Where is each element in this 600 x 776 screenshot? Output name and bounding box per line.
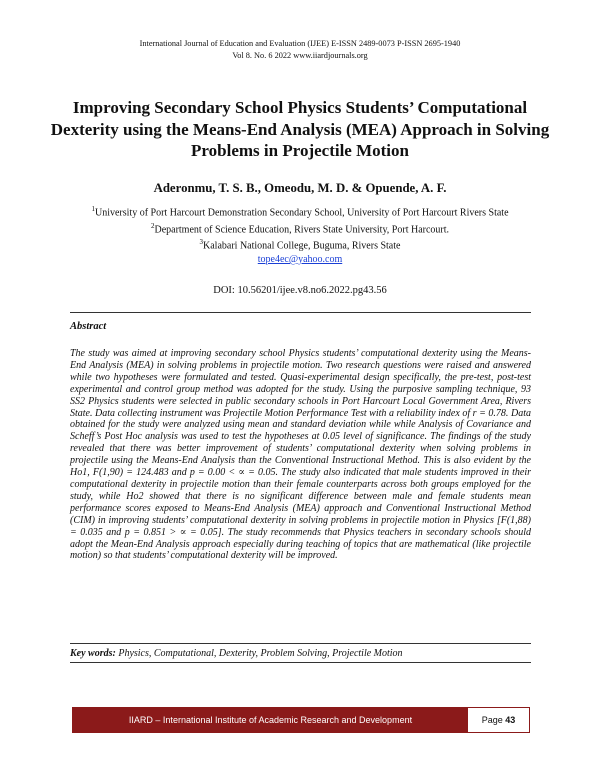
authors: Aderonmu, T. S. B., Omeodu, M. D. & Opuende, A. F. bbox=[153, 181, 447, 195]
affiliation-2 bbox=[40, 220, 560, 237]
email-link-row bbox=[40, 253, 560, 266]
email-link[interactable]: tope4ec@yahoo.com bbox=[257, 253, 343, 265]
doi: DOI: 10.56201/ijee.v8.no6.2022.pg43.56 bbox=[213, 285, 387, 296]
divider-top bbox=[70, 312, 531, 313]
affiliation-1-text: University of Port Harcourt Demonstration Secondary School, University of Port Harcourt Rivers State bbox=[94, 207, 509, 219]
keywords-text: Physics, Computational, Dexterity, Problem Solving, Projectile Motion bbox=[118, 648, 403, 659]
footer-page bbox=[468, 708, 529, 732]
affiliation-2-text: Department of Science Education, Rivers State University, Port Harcourt. bbox=[154, 223, 450, 235]
footer-publisher: IIARD – International Institute of Academic Research and Development bbox=[73, 708, 468, 732]
affiliation-3-text: Kalabari National College, Buguma, Rivers State bbox=[203, 240, 401, 252]
affiliation-1 bbox=[40, 203, 560, 220]
affiliation-1-sup: 1 bbox=[91, 205, 95, 213]
affiliations bbox=[40, 203, 560, 266]
paper-title: Improving Secondary School Physics Students’ Computational Dexterity using the Means-End Analysis (MEA) Approach in Solving Problems in Projectile Motion bbox=[50, 98, 550, 160]
journal-header-line1: International Journal of Education and Evaluation (IJEE) E-ISSN 2489-0073 P-ISSN 2695-1940 bbox=[139, 39, 461, 48]
affiliation-3 bbox=[40, 236, 560, 253]
keywords bbox=[70, 648, 531, 659]
page-footer bbox=[72, 707, 530, 733]
divider-middle bbox=[70, 643, 531, 644]
abstract-heading: Abstract bbox=[70, 321, 107, 332]
journal-header-line2: Vol 8. No. 6 2022 www.iiardjournals.org bbox=[232, 51, 368, 60]
footer-page-number: 43 bbox=[505, 715, 516, 725]
affiliation-3-sup: 3 bbox=[199, 238, 204, 247]
divider-bottom bbox=[70, 662, 531, 663]
abstract-body: The study was aimed at improving secondary school Physics students’ computational dexterity using the Means-End Analysis (MEA) in solving problems in projectile motion. Two research questions were raised and answered while two hypotheses were formulated and tested. Quasi-experimental design specifically, the pre-test, post-test experimental and control group method was adopted for the study. Using the purposive sampling technique, 93 SS2 Physics students were selected in public secondary schools in Port Harcourt Local Government Area, Rivers State. Data collecting instrument was Projectile Motion Performance Test with a reliability index of r = 0.78. Data obtained for the study were analyzed using mean and standard deviation while while Analysis of Covariance and Scheff’s Post Hoc analysis was used to test the hypotheses at 0.05 level of significance. The findings of the study revealed that there was better improvement of students’ computational dexterity when solving problems in projectile using the Means-End Analysis than the Conventional Instructional Method. This is also evident by the Ho1, F(1,90) = 124.483 and p = 0.00 < ∝ = 0.05. The study also indicated that male students improved in their computational dexterity in projectile motion than their female counterparts across both groups employed for the study, while Ho2 showed that there is no significant difference between male and female students mean performance scores exposed to Means-End Analysis (MEA) approach and Conventional Instructional Method (CIM) in improving students’ computational dexterity in solving problems in projectile motion in Physics [F(1,88) = 0.035 and p = 0.851 > ∝ = 0.05]. The study recommends that Physics teachers in secondary schools should adopt the Mean-End Analysis approach especially during teaching of topics that are mathematical (like projectile motion) so that students’ computational dexterity will be improved. bbox=[70, 348, 531, 562]
journal-header bbox=[0, 38, 600, 62]
footer-page-label: Page bbox=[481, 715, 503, 725]
keywords-label: Key words: bbox=[70, 648, 116, 659]
affiliation-2-sup: 2 bbox=[150, 221, 155, 230]
